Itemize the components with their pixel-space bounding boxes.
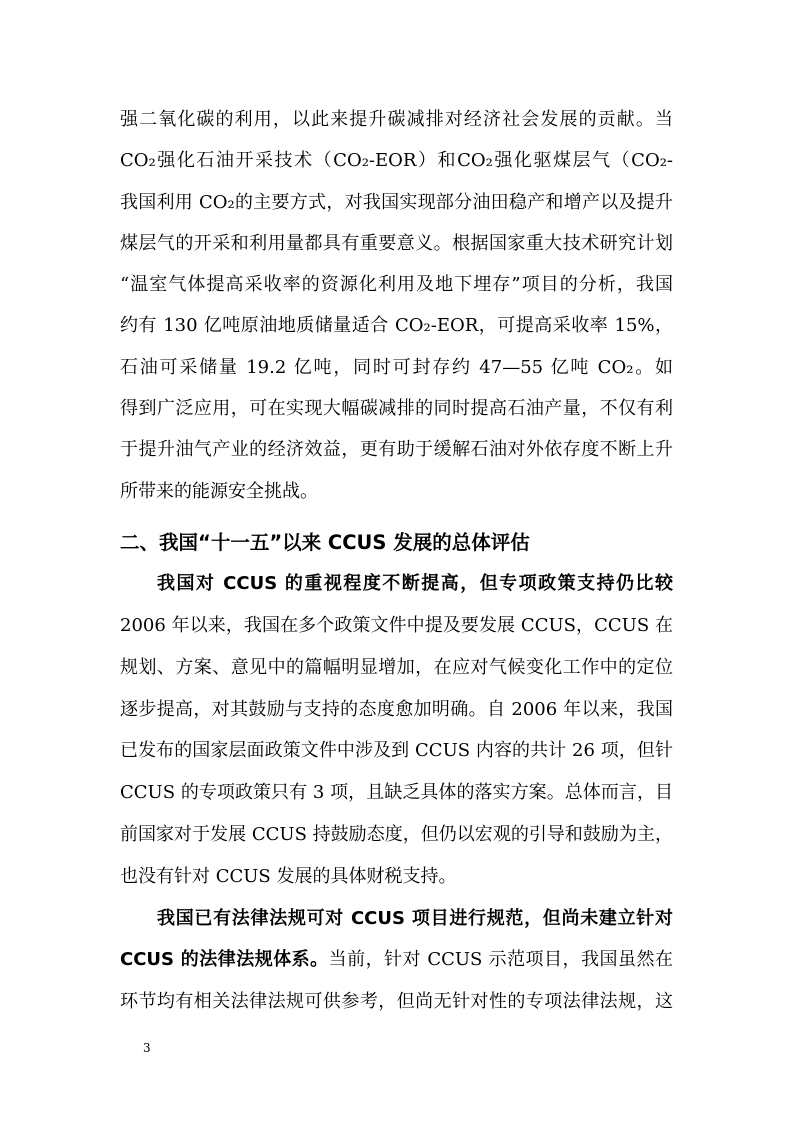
section-heading: 二、我国“十一五”以来 CCUS 发展的总体评估: [120, 530, 530, 554]
text-line: 约有 130 亿吨原油地质储量适合 CO₂-EOR，可提高采收率 15%，: [120, 315, 673, 337]
text-line: CCUS 的专项政策只有 3 项，且缺乏具体的落实方案。总体而言，目: [120, 782, 673, 804]
text-line: 强二氧化碳的利用，以此来提升碳减排对经济社会发展的贡献。当: [120, 109, 673, 130]
paragraph-2: [120, 563, 673, 897]
text-line: 前国家对于发展 CCUS 持鼓励态度，但仍以宏观的引导和鼓励为主，: [120, 824, 673, 846]
page-number: 3: [143, 1041, 151, 1055]
text-run: 当前，针对 CCUS 示范项目，我国虽然在: [328, 949, 673, 971]
text-line: 逐步提高，对其鼓励与支持的态度愈加明确。自 2006 年以来，我国: [120, 698, 673, 720]
text-line: 2006 年以来，我国在多个政策文件中提及要发展 CCUS，CCUS 在: [120, 615, 673, 637]
paragraph-1: [120, 99, 673, 512]
paragraph-lead-sentence: 我国已有法律法规可对 CCUS 项目进行规范，但尚未建立针对: [157, 907, 673, 929]
text-line: 已发布的国家层面政策文件中涉及到 CCUS 内容的共计 26 项，但针: [120, 740, 673, 762]
document-body: [120, 99, 673, 1023]
text-line: 也没有针对 CCUS 发展的具体财税支持。: [120, 865, 457, 887]
text-line: 于提升油气产业的经济效益，更有助于缓解石油对外依存度不断上升: [120, 439, 673, 461]
text-line: 得到广泛应用，可在实现大幅碳减排的同时提高石油产量，不仅有利: [120, 398, 673, 420]
text-line: “温室气体提高采收率的资源化利用及地下埋存”项目的分析，我国: [120, 274, 673, 296]
text-line: 环节均有相关法律法规可供参考，但尚无针对性的专项法律法规，这: [120, 991, 673, 1013]
text-line: 规划、方案、意见中的篇幅明显增加，在应对气候变化工作中的定位: [120, 656, 673, 678]
text-line: 所带来的能源安全挑战。: [120, 480, 318, 502]
text-line: 我国利用 CO₂的主要方式，对我国实现部分油田稳产和增产以及提升: [120, 191, 673, 213]
paragraph-lead-sentence-end: CCUS 的法律法规体系。: [120, 949, 329, 971]
paragraph-3: [120, 898, 673, 1023]
text-line: 煤层气的开采和利用量都具有重要意义。根据国家重大技术研究计划: [120, 232, 673, 254]
text-line: 石油可采储量 19.2 亿吨，同时可封存约 47—55 亿吨 CO₂。如: [120, 356, 673, 378]
text-line: [120, 939, 673, 981]
paragraph-lead-sentence: 我国对 CCUS 的重视程度不断提高，但专项政策支持仍比较: [157, 573, 673, 595]
text-line: CO₂强化石油开采技术（CO₂-EOR）和CO₂强化驱煤层气（CO₂-: [120, 150, 673, 172]
